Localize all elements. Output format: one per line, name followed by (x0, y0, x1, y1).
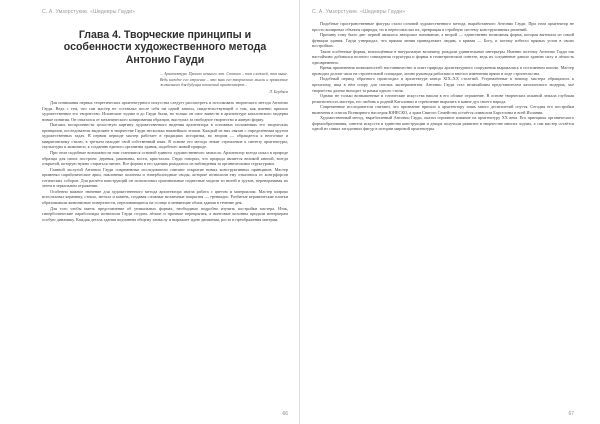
epigraph-author: Л. Бердяев (268, 89, 288, 95)
page-number-left: 66 (282, 411, 288, 417)
right-page (300, 0, 600, 424)
paragraph: Главной заслугой Антонио Гауди современные исследователи считают открытие новых конструктивных принципов. Мастер применял параболические арки, наклонные колонны и гиперболоидные своды, которые позволили ему отказаться от контрфорсов готических соборов. Для расчёта конструкций он использовал оригинальные подвесные модели из нитей и грузов, переворачивая их затем в зеркальном отражении. (42, 166, 288, 189)
paragraph: Причину тому было две: первой являлось авторское понимание, а второй — единственно возможная форма, которая вытекала из самой функции здания. Гауди утверждал, что прямая линия принадлежит людям, а кривая — Богу, и потому избегал прямых углов в своих постройках. (312, 32, 574, 49)
paragraph: Время применения возможностей: наставничество и опыт природы архитектурного сооружения выражались в постоянном поиске. Мастер проводил долгие часы на строительной площадке, лично руководя работами и вносил изменения прямо в ходе строительства. (312, 65, 574, 76)
paragraph: Для понимания первых теоретических архитектурного искусства следует рассмотреть и истолковать творческого метода Антонио Гауди. Ведь с тем, что сам мастер не составлял после себя ни одной записи, свидетельствующей о том, как именно пришло художественное его творчество. Испанские зодчие и до Гауди были, но только он смог вывести в архитектуре каталонского модерна новые понятия. Он отказался от механического копирования образцов, выступал за свободное творчество и живую форму. (42, 100, 288, 122)
chapter-title: Глава 4. Творческие принципы и особенности художественного метода Антонио Гауди (63, 29, 267, 66)
running-head-right: С. А. Умзорстукие. «Шедевры Гауди» (312, 9, 406, 15)
paragraph: Особенно важное значение для художественного метода архитектора имела работа с цветом и материалом. Мастер широко использовал керамику, стекло, металл и камень, создавая сложные мозаичные покрытия — тренкадис. Разбитые керамические плитки образовывали живописные поверхности, переливающиеся на солнце и меняющие облик здания в течение дня. (42, 188, 288, 205)
paragraph: Современные исследователи считают, что признание пришло к архитектору лишь много десятилетий спустя. Сегодня его постройки включены в список Всемирного наследия ЮНЕСКО, а храм Святого Семейства остаётся символом Барселоны и всей Испании. (312, 104, 574, 115)
paragraph: Такие особенные формы, воплощённые в натуральную величину, рождали удивительные интерьеры. Именно поэтому Антонио Гауди так настойчиво добивался полного совпадения структуры и формы в геометрическом синтезе, ведь их соединение давало зданию силу и лёгкость одновременно. (312, 48, 574, 65)
paragraph: При этом подобные возможности нам становятся основой единого художественного замысла. Архитектор всегда искал в природе образцы для своих построек: деревья, раковины, кости, кристаллы. Гауди говорил, что природа является великой книгой, всегда открытой, которую нужно стараться читать. Все формы в его зданиях рождались из наблюдения за органическими структурами. (42, 150, 288, 167)
paragraph: Пытаясь воспроизвести целостную картину художественного видения архитектора в основных положениях его творческих принципов, исследователи выделяют в творчестве Гауди несколько важнейших этапов. Каждый из них связан с определённым кругом художественных задач. В первом периоде мастер работает в традициях историзма, во втором — обращается к неоготике и мавританскому стилю, в третьем находит свой собственный язык. В основе его метода лежит стремление к синтезу архитектуры, скульптуры и живописи, к созданию единого организма здания, подобного живой природе. (42, 122, 288, 150)
epigraph: ... Архитектура. Прошло немного лет. Столько – тем сложней, тем выше. Ведь каждое его строение – это знак его творческого мысли и проявление жизненного для будущих поколений архитекторов... (160, 72, 288, 87)
paragraph: Художественный метод, выработанный Антонио Гауди, оказал огромное влияние на архитектуру XX века. Его принципы органического формообразования, синтеза искусств и единства конструкции и декора получили развитие в творчестве многих зодчих, а сам мастер остаётся одной из самых загадочных фигур в истории мировой архитектуры. (312, 115, 574, 132)
paragraph: Однако не только возвышенные и готические искусства нашли в его облике отражение. В основе творческих исканий лежала глубокая религиозность мастера, его любовь к родной Каталонии и стремление выразить в камне дух своего народа. (312, 93, 574, 104)
paragraph: Для того чтобы иметь представление об уникальных формах, необходимо подробно изучить постройки мастера. Итак, гиперболические параболоиды позволили Гауди создать лёгкие и прочные перекрытия, а винтовые колонны придали интерьерам особую динамику. Каждая деталь здания подчинена общему замыслу и выражает идею движения, роста и преображения материи. (42, 205, 288, 222)
paragraph: Подобный период образного происходил в архитектуре конца XIX–XX столетий. Устремлённые к новому, мастера обращались к прошлому, ища в нём опору для смелых экспериментов. Антонио Гауди стал величайшим представителем каталонского модерна, чьё творчество далеко выходит за рамки одного стиля. (312, 76, 574, 93)
running-head-left: С. А. Умзорстукие. «Шедевры Гауди» (42, 9, 136, 15)
page-number-right: 67 (568, 411, 574, 417)
paragraph: Подобные пространственные фигуры стали основой художественного метода, выработанного Антонио Гауди. При этом архитектор не просто копировал объекты природы, но и переосмыслял их, превращая в стройную систему конструктивных решений. (312, 21, 574, 32)
